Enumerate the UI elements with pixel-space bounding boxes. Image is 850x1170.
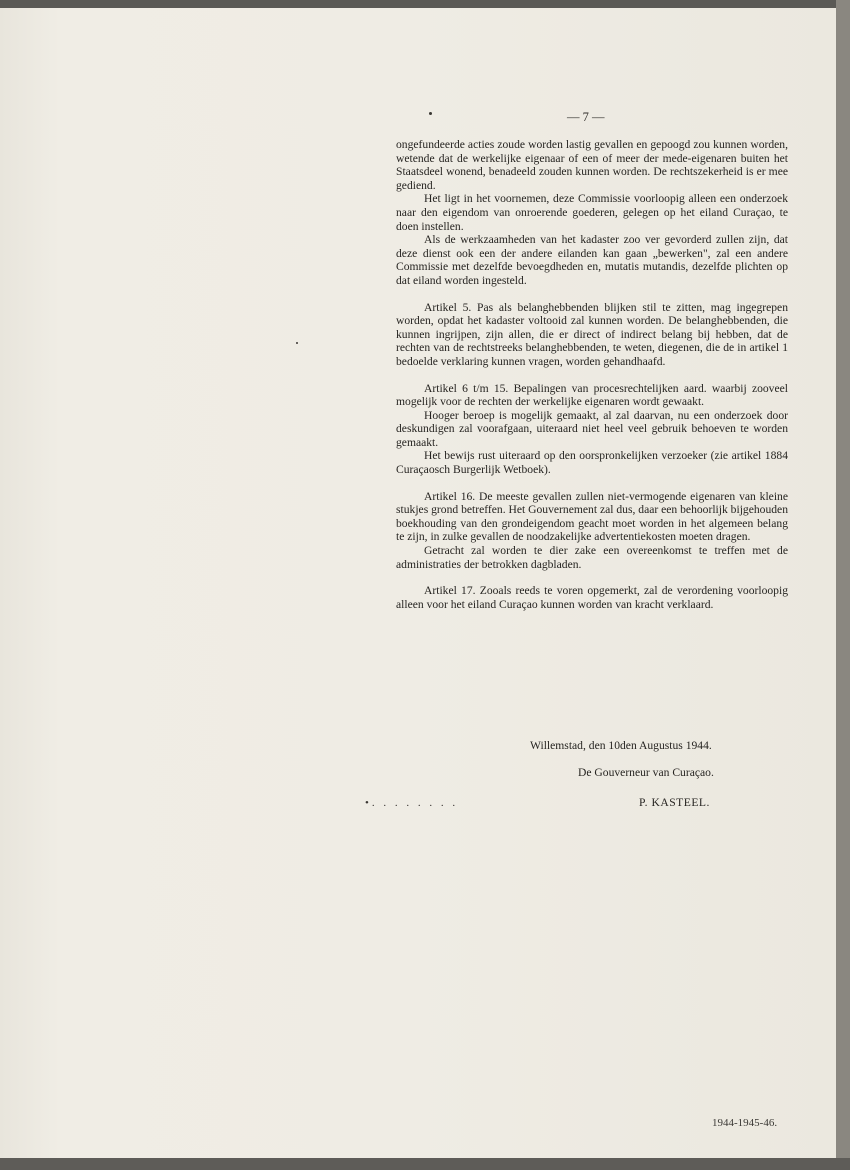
paragraph: Het ligt in het voornemen, deze Commissie voorloopig alleen een onderzoek naar den eigendom van onroerende goederen, gelegen op het eiland Curaçao, te doen instellen. bbox=[396, 192, 788, 233]
scan-border-top bbox=[0, 0, 850, 8]
scan-border-bottom bbox=[0, 1158, 850, 1170]
paragraph: Als de werkzaamheden van het kadaster zoo ver gevorderd zullen zijn, dat deze dienst ook een der andere eilanden kan gaan „bewerken", zal een andere Commissie met dezelfde bevoegdheden en, mutatis mutandis, dezelfde plichten op dat eiland worden ingesteld. bbox=[396, 233, 788, 287]
paragraph-artikel-6-15: Artikel 6 t/m 15. Bepalingen van procesrechtelijken aard. waarbij zooveel mogelijk voor de rechten der werkelijke eigenaren wordt gewaakt. bbox=[396, 381, 788, 409]
scan-border-right bbox=[836, 0, 850, 1170]
paragraph-artikel-16: Artikel 16. De meeste gevallen zullen niet-vermogende eigenaren van kleine stukjes grond betreffen. Het Gouvernement zal dus, daar een behoorlijk bijgehouden boekhouding van den grondeigendom geacht moet worden in het algemeen belang te zijn, in zulke gevallen de noodzakelijke advertentiekosten moeten dragen. bbox=[396, 489, 788, 544]
paragraph: Getracht zal worden te dier zake een overeenkomst te treffen met de administraties der betrokken dagbladen. bbox=[396, 544, 788, 571]
paper-speck bbox=[296, 342, 298, 344]
signature-place-date: Willemstad, den 10den Augustus 1944. bbox=[530, 739, 712, 752]
paragraph: ongefundeerde acties zoude worden lastig gevallen en gepoogd zou kunnen worden, wetende dat de werkelijke eigenaar of een of meer der mede-eigenaren buiten het Staatsdeel wonend, benadeeld zouden kunnen worden. De rechtszekerheid is er mee gediend. bbox=[396, 138, 788, 192]
paragraph: Het bewijs rust uiteraard op den oorspronkelijken verzoeker (zie artikel 1884 Curaçaosch Burgerlijk Wetboek). bbox=[396, 449, 788, 477]
archive-code: 1944-1945-46. bbox=[712, 1117, 778, 1129]
page-number: — 7 — bbox=[567, 110, 605, 124]
paragraph: Hooger beroep is mogelijk gemaakt, al zal daarvan, nu een onderzoek door deskundigen zal voorafgaan, uiteraard niet heel veel gebruik behoeven te worden gemaakt. bbox=[396, 408, 788, 449]
dotted-mark: •. . . . . . . . bbox=[365, 797, 459, 809]
paragraph-artikel-17: Artikel 17. Zooals reeds te voren opgemerkt, zal de verordening voorloopig alleen voor het eiland Curaçao kunnen worden van kracht verklaard. bbox=[396, 584, 788, 611]
body-text bbox=[396, 138, 788, 611]
paper-speck bbox=[429, 112, 432, 115]
signature-name: P. KASTEEL. bbox=[639, 796, 710, 809]
paragraph-artikel-5: Artikel 5. Pas als belanghebbenden blijken stil te zitten, mag ingegrepen worden, opdat het kadaster voltooid zal kunnen worden. De belanghebbenden, die kunnen ingrijpen, zijn allen, die er direct of indirect belang bij hebben, dat de rechten van de rechtstreeks belanghebbenden, te weten, diegenen, die de in artikel 1 bedoelde verklaring kunnen vragen, worden gehandhaafd. bbox=[396, 300, 788, 368]
signature-title: De Gouverneur van Curaçao. bbox=[578, 766, 714, 779]
